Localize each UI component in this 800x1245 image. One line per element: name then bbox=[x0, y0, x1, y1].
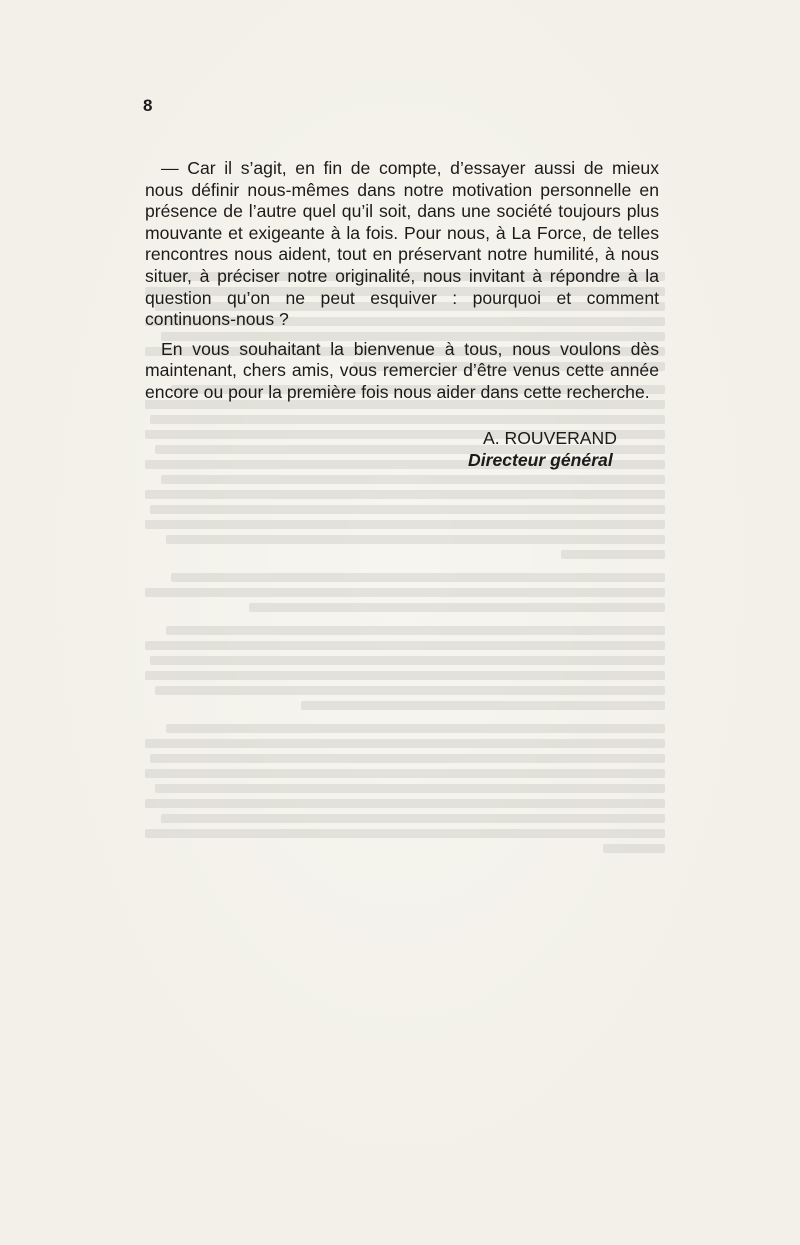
paragraph: — Car il s’agit, en fin de compte, d’essayer aussi de mieux nous définir nous-mêmes dans notre motivation personnelle en présence de l’autre quel qu’il soit, dans une société toujours plus mouvante et exigeante à la fois. Pour nous, à La Force, de telles rencontres nous aident, tout en préservant notre humilité, à nous situer, à préciser notre originalité, nous invitant à répondre à la question qu’on ne peut esquiver : pourquoi et comment continuons-nous ? bbox=[145, 158, 659, 330]
page-number: 8 bbox=[143, 96, 153, 115]
signatory-title: Directeur général bbox=[468, 450, 613, 470]
paragraph: En vous souhaitant la bienvenue à tous, nous voulons dès maintenant, chers amis, vous remercier d’être venus cette année encore ou pour la première fois nous aider dans cette recherche. bbox=[145, 338, 659, 402]
signatory-name: A. ROUVERAND bbox=[483, 428, 617, 448]
signature-block bbox=[450, 427, 660, 471]
body-text bbox=[145, 158, 659, 412]
